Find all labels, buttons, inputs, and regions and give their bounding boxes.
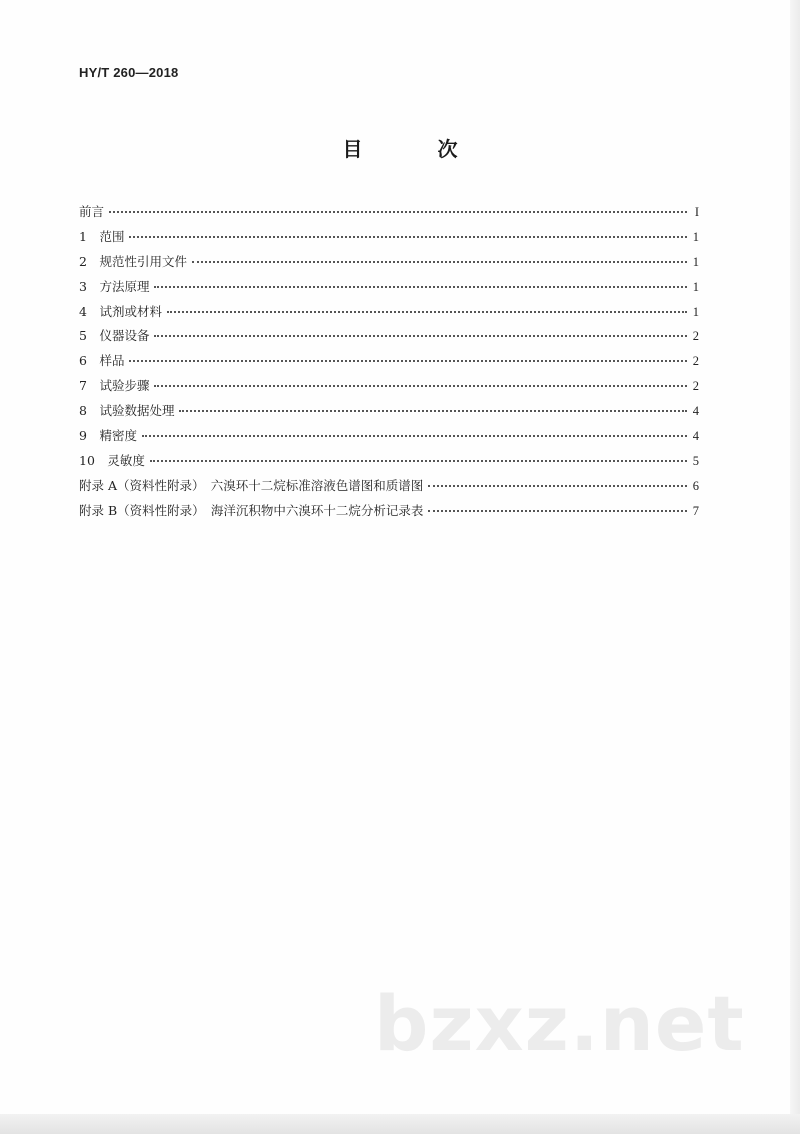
toc-entry-data-processing[interactable]	[79, 399, 699, 424]
page-bottom-shadow	[0, 1114, 800, 1134]
toc-entry-annex-b[interactable]	[79, 499, 699, 524]
toc-entry-procedure[interactable]	[79, 374, 699, 399]
toc-entry-label: 8 试验数据处理	[79, 403, 175, 419]
toc-entry-label: 4 试剂或材料	[79, 303, 162, 319]
toc-entry-label: 附录 B（资料性附录） 海洋沉积物中六溴环十二烷分析记录表	[79, 502, 424, 518]
table-of-contents	[79, 200, 699, 524]
dot-leader	[179, 410, 687, 412]
dot-leader	[129, 360, 687, 362]
standard-code: HY/T 260—2018	[79, 65, 179, 80]
toc-entry-page: 5	[692, 453, 699, 468]
toc-entry-foreword[interactable]	[79, 200, 699, 225]
toc-entry-reagents[interactable]	[79, 300, 699, 325]
toc-entry-label: 1 范围	[79, 228, 125, 244]
toc-entry-label: 附录 A（资料性附录） 六溴环十二烷标准溶液色谱图和质谱图	[79, 477, 424, 493]
dot-leader	[142, 435, 687, 437]
dot-leader	[154, 335, 687, 337]
toc-entry-page: 2	[692, 379, 699, 394]
toc-entry-label: 6 样品	[79, 353, 125, 369]
toc-entry-page: 1	[692, 279, 699, 294]
dot-leader	[109, 211, 687, 213]
toc-entry-precision[interactable]	[79, 424, 699, 449]
toc-entry-label: 9 精密度	[79, 428, 137, 444]
toc-entry-sensitivity[interactable]	[79, 449, 699, 474]
dot-leader	[192, 261, 687, 263]
toc-title: 目 次	[342, 137, 492, 161]
toc-entry-page: 2	[692, 329, 699, 344]
dot-leader	[167, 311, 687, 313]
dot-leader	[428, 485, 687, 487]
dot-leader	[428, 510, 687, 512]
toc-entry-apparatus[interactable]	[79, 324, 699, 349]
toc-entry-label: 前言	[79, 204, 105, 219]
dot-leader	[154, 385, 687, 387]
toc-entry-label: 7 试验步骤	[79, 378, 150, 394]
page-edge-shadow	[790, 0, 800, 1134]
watermark: bzxz.net	[374, 979, 745, 1068]
toc-entry-label: 5 仪器设备	[79, 328, 150, 344]
toc-entry-principle[interactable]	[79, 275, 699, 300]
dot-leader	[150, 460, 687, 462]
toc-entry-page: 4	[692, 404, 699, 419]
toc-entry-label: 2 规范性引用文件	[79, 253, 187, 269]
dot-leader	[154, 286, 687, 288]
toc-entry-annex-a[interactable]	[79, 474, 699, 499]
toc-entry-page: 2	[692, 354, 699, 369]
toc-entry-scope[interactable]	[79, 225, 699, 250]
toc-entry-normative-references[interactable]	[79, 250, 699, 275]
toc-entry-label: 10 灵敏度	[79, 452, 145, 468]
toc-entry-page: I	[694, 205, 699, 219]
dot-leader	[129, 236, 687, 238]
toc-entry-page: 7	[692, 503, 699, 518]
toc-entry-page: 1	[692, 229, 699, 244]
toc-entry-page: 6	[692, 478, 699, 493]
toc-entry-label: 3 方法原理	[79, 278, 150, 294]
toc-entry-page: 1	[692, 304, 699, 319]
toc-entry-sample[interactable]	[79, 349, 699, 374]
toc-entry-page: 4	[692, 429, 699, 444]
toc-entry-page: 1	[692, 254, 699, 269]
